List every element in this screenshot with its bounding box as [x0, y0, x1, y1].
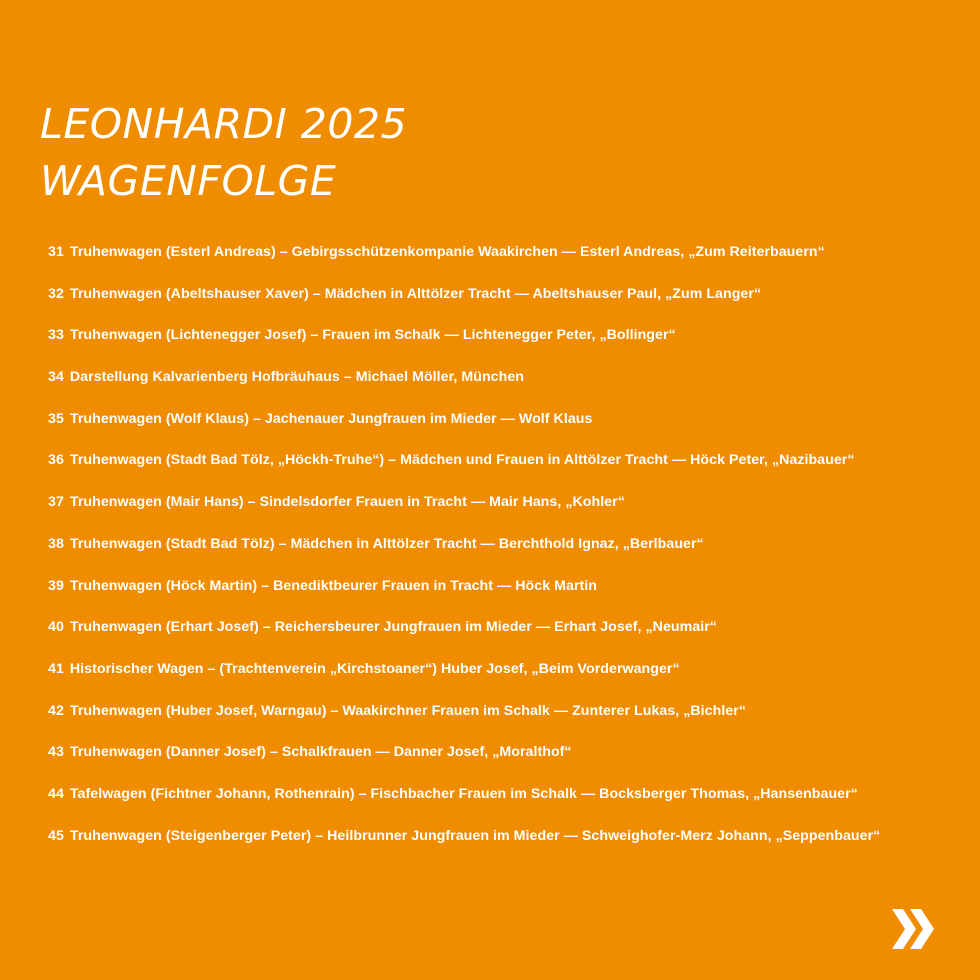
- entry-text: Truhenwagen (Stadt Bad Tölz) – Mädchen in Alttölzer Tracht — Berchthold Ignaz, „Berlbauer“: [69, 535, 704, 552]
- entry-number: 34: [48, 369, 64, 386]
- wagon-order-list: [48, 241, 968, 866]
- entry-text: Truhenwagen (Esterl Andreas) – Gebirgsschützenkompanie Waakirchen — Esterl Andreas, „Zum Reiterbauern“: [69, 244, 825, 260]
- entry-number: 33: [48, 327, 64, 344]
- entry-text: Truhenwagen (Wolf Klaus) – Jachenauer Jungfrauen im Mieder — Wolf Klaus: [69, 410, 593, 427]
- entry-text: Truhenwagen (Danner Josef) – Schalkfrauen — Danner Josef, „Moralthof“: [69, 744, 572, 761]
- entry-text: Truhenwagen (Huber Josef, Warngau) – Waakirchner Frauen im Schalk — Zunterer Lukas, „Bichler“: [69, 702, 746, 719]
- list-item: [48, 324, 968, 366]
- entry-number: 39: [48, 577, 64, 594]
- list-item: [48, 449, 968, 491]
- list-item: [48, 408, 968, 450]
- entry-number: 38: [48, 535, 64, 552]
- title-line-2: WAGENFOLGE: [40, 157, 337, 205]
- entry-text: Darstellung Kalvarienberg Hofbräuhaus – Michael Möller, München: [69, 369, 524, 386]
- list-item: [48, 575, 968, 617]
- entry-text: Truhenwagen (Stadt Bad Tölz, „Höckh-Truhe“) – Mädchen und Frauen in Alttölzer Tracht — Höck Peter, „Nazibauer“: [69, 452, 855, 469]
- entry-number: 32: [48, 285, 64, 302]
- entry-text: Truhenwagen (Abeltshauser Xaver) – Mädchen in Alttölzer Tracht — Abeltshauser Paul, „Zum Langer“: [69, 285, 762, 302]
- entry-number: 42: [48, 702, 64, 719]
- entry-number: 35: [48, 410, 64, 427]
- list-item: [48, 491, 968, 533]
- entry-number: 41: [48, 660, 64, 677]
- title-line-1: LEONHARDI 2025: [40, 100, 408, 148]
- entry-number: 43: [48, 744, 64, 761]
- list-item: [48, 658, 968, 700]
- list-item: [48, 241, 968, 283]
- list-item: [48, 616, 968, 658]
- entry-number: 36: [48, 452, 64, 469]
- list-item: [48, 366, 968, 408]
- list-item: [48, 741, 968, 783]
- entry-text: Truhenwagen (Lichtenegger Josef) – Frauen im Schalk — Lichtenegger Peter, „Bollinger“: [69, 327, 676, 344]
- entry-text: Truhenwagen (Mair Hans) – Sindelsdorfer Frauen in Tracht — Mair Hans, „Kohler“: [69, 494, 625, 511]
- list-item: [48, 700, 968, 742]
- entry-number: 40: [48, 619, 64, 636]
- list-item: [48, 825, 968, 867]
- entry-text: Tafelwagen (Fichtner Johann, Rothenrain) – Fischbacher Frauen im Schalk — Bocksberger Thomas, „Hansenbauer“: [69, 785, 858, 802]
- list-item: [48, 783, 968, 825]
- entry-number: 44: [48, 785, 64, 802]
- page-title: [40, 96, 407, 210]
- entry-number: 37: [48, 494, 64, 511]
- entry-text: Truhenwagen (Höck Martin) – Benediktbeurer Frauen in Tracht — Höck Martin: [69, 577, 597, 594]
- entry-text: Truhenwagen (Erhart Josef) – Reichersbeurer Jungfrauen im Mieder — Erhart Josef, „Neumair“: [69, 619, 717, 636]
- list-item: [48, 533, 968, 575]
- entry-number: 45: [48, 827, 64, 844]
- entry-number: 31: [48, 244, 64, 260]
- entry-text: Truhenwagen (Steigenberger Peter) – Heilbrunner Jungfrauen im Mieder — Schweighofer-Merz Johann, „Seppenbauer“: [69, 827, 881, 844]
- list-item: [48, 283, 968, 325]
- entry-text: Historischer Wagen – (Trachtenverein „Kirchstoaner“) Huber Josef, „Beim Vorderwanger“: [69, 660, 680, 677]
- double-chevron-right-icon[interactable]: [890, 907, 938, 951]
